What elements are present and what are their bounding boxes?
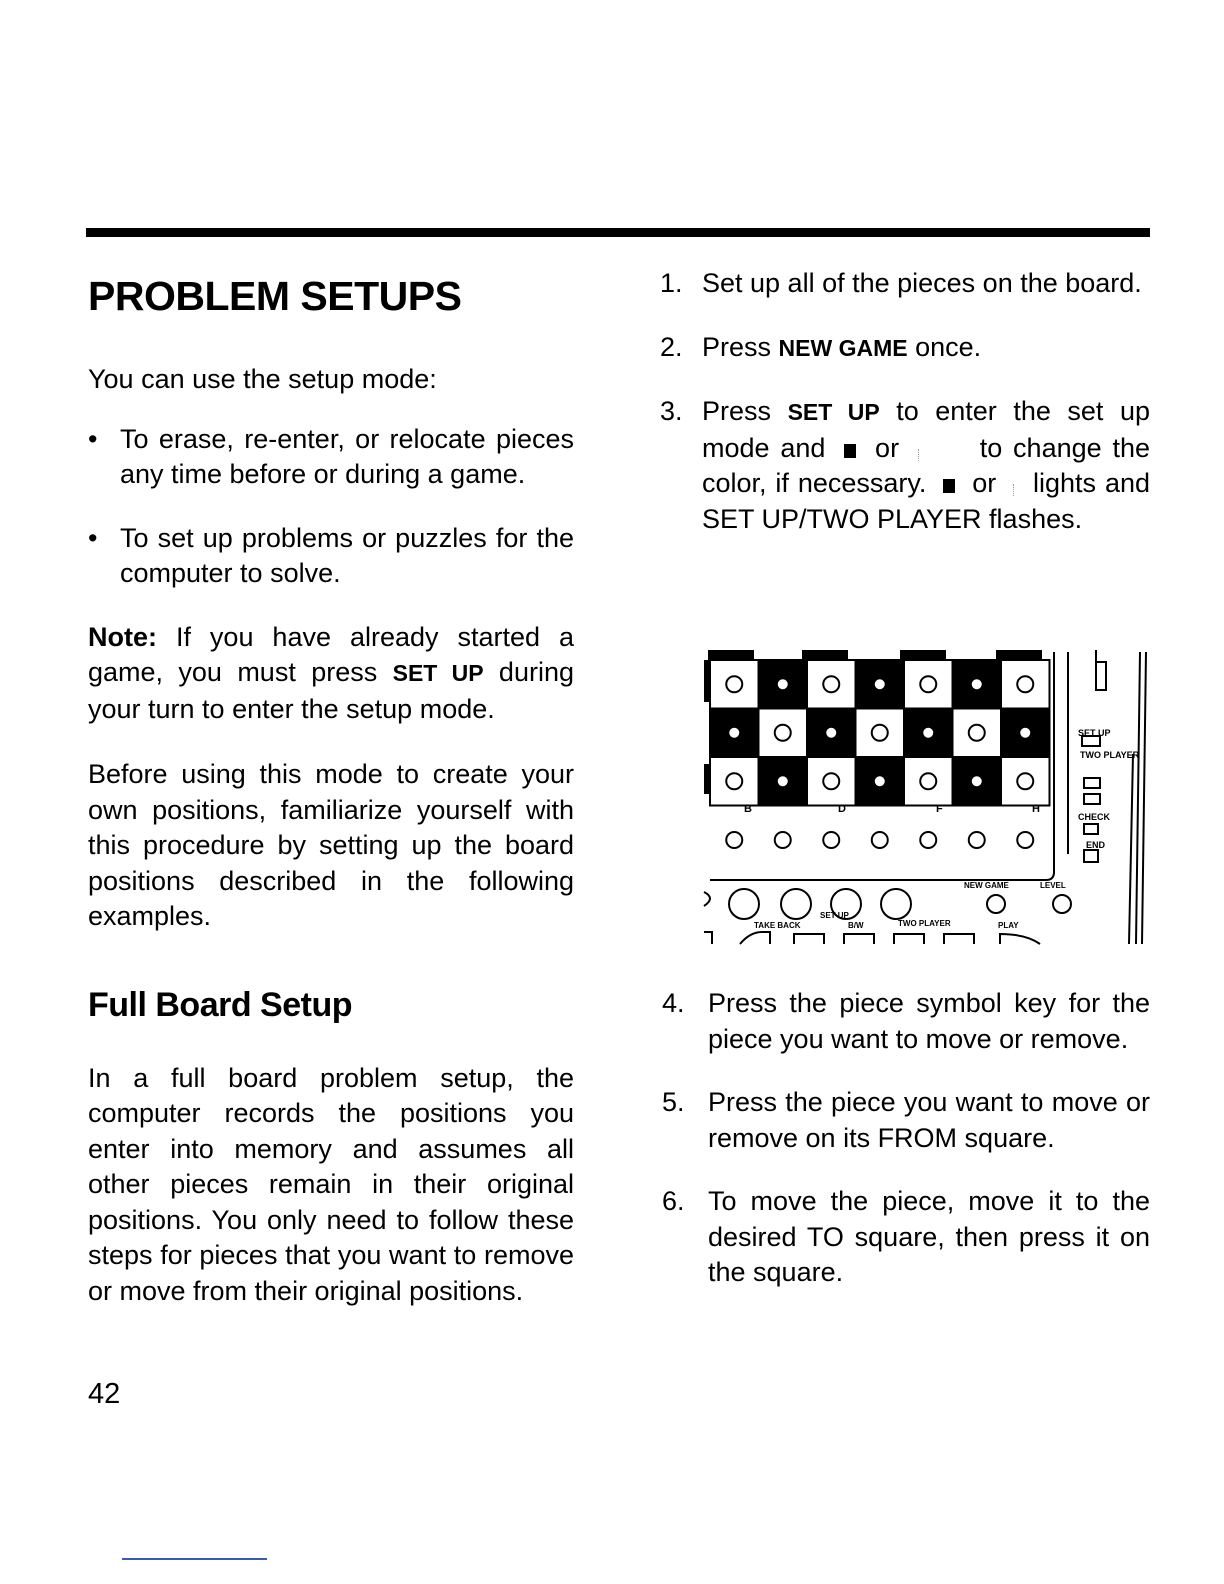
page-title: PROBLEM SETUPS bbox=[88, 273, 462, 319]
led-indicator bbox=[775, 832, 791, 848]
key-set-up: SET UP bbox=[787, 399, 880, 425]
key-setup: SET UP bbox=[392, 660, 484, 686]
black-square-icon bbox=[844, 444, 856, 458]
led-indicator bbox=[875, 776, 885, 786]
bottom-label: PLAY bbox=[998, 921, 1019, 930]
step-item: 5. Press the piece you want to move or remove on its FROM square. bbox=[662, 1087, 1150, 1153]
led-indicator bbox=[729, 728, 739, 738]
step-item: 2. Press NEW GAME once. bbox=[660, 331, 982, 362]
led-indicator bbox=[920, 832, 936, 848]
bottom-label: SET UP bbox=[820, 911, 849, 920]
white-square-icon bbox=[918, 449, 921, 461]
light-square bbox=[807, 757, 856, 806]
side-label: TWO PLAYER bbox=[1080, 750, 1140, 760]
bottom-label: TAKE BACK bbox=[754, 921, 801, 930]
control-buttons bbox=[704, 889, 1071, 944]
led-indicator bbox=[972, 776, 982, 786]
step-item: 6. To move the piece, move it to the desired TO square, then press it on the square. bbox=[662, 1186, 1150, 1287]
top-rule bbox=[86, 228, 1150, 237]
board-bottom-row bbox=[726, 832, 1033, 848]
light-square bbox=[807, 660, 856, 709]
led-indicator bbox=[875, 679, 885, 689]
file-label: D bbox=[838, 803, 846, 815]
white-square-icon bbox=[1013, 484, 1016, 496]
board-top-tabs bbox=[708, 650, 1042, 660]
top-label: LEVEL bbox=[1040, 881, 1066, 890]
led-indicator bbox=[726, 832, 742, 848]
led-indicator bbox=[1020, 728, 1030, 738]
led-indicator bbox=[972, 679, 982, 689]
left-column bbox=[88, 262, 574, 1309]
light-square bbox=[759, 709, 808, 758]
intro-text: You can use the setup mode: bbox=[88, 364, 437, 394]
bullet-icon: • bbox=[88, 423, 98, 454]
key-new-game: NEW GAME bbox=[778, 334, 908, 361]
note-paragraph: Note: If you have already started a game, you must press SET UP during your turn to enter the setup mode. bbox=[88, 621, 574, 724]
page-number: 42 bbox=[88, 1378, 121, 1410]
step-item: 1. Set up all of the pieces on the board. bbox=[660, 268, 1142, 298]
step-item: 4. Press the piece symbol key for the piece you want to move or remove. bbox=[662, 988, 1150, 1054]
light-square bbox=[904, 660, 953, 709]
light-square bbox=[1001, 757, 1050, 806]
light-square bbox=[953, 709, 1002, 758]
led-indicator bbox=[823, 832, 839, 848]
led-indicator bbox=[872, 832, 888, 848]
steps-list-bottom bbox=[662, 986, 1150, 1319]
led-indicator bbox=[778, 679, 788, 689]
side-label: SET UP bbox=[1078, 728, 1111, 738]
chess-computer-diagram bbox=[700, 644, 1160, 954]
side-label: CHECK bbox=[1078, 812, 1111, 822]
file-label: H bbox=[1032, 803, 1040, 815]
light-square bbox=[1001, 660, 1050, 709]
led-indicator bbox=[778, 776, 788, 786]
black-square-icon bbox=[943, 479, 955, 493]
side-label: END bbox=[1086, 840, 1106, 850]
board-grid bbox=[710, 660, 1050, 806]
led-indicator bbox=[969, 832, 985, 848]
step-item: 3. Press SET UP to enter the set up mode and or to change the color, if necessary. or lights and SET UP/TWO PLAYER flashes. bbox=[660, 396, 1150, 534]
bullet-icon: • bbox=[88, 522, 98, 553]
led-indicator bbox=[1017, 832, 1033, 848]
light-square bbox=[904, 757, 953, 806]
bullet-list bbox=[88, 422, 574, 592]
file-label: B bbox=[744, 803, 752, 815]
bottom-line bbox=[122, 1558, 267, 1560]
right-column bbox=[660, 266, 1150, 537]
steps-list-top bbox=[660, 266, 1150, 537]
note-label: Note: bbox=[88, 621, 157, 652]
light-square bbox=[710, 757, 759, 806]
top-label: NEW GAME bbox=[964, 881, 1009, 890]
led-indicator bbox=[826, 728, 836, 738]
bullet-item: • To erase, re-enter, or relocate pieces any time before or during a game. bbox=[88, 423, 574, 489]
led-indicator bbox=[923, 728, 933, 738]
section-heading: Full Board Setup bbox=[88, 985, 352, 1024]
light-square bbox=[710, 660, 759, 709]
bottom-label: B/W bbox=[848, 921, 864, 930]
light-square bbox=[856, 709, 905, 758]
before-paragraph: Before using this mode to create your own positions, familiarize yourself with this procedure by setting up the board positions described in the following examples. bbox=[88, 759, 574, 931]
full-board-paragraph: In a full board problem setup, the computer records the positions you enter into memory and assumes all other pieces remain in their original positions. You only need to follow these steps for pieces that you want to remove or move from their original positions. bbox=[88, 1062, 574, 1306]
bottom-label: TWO PLAYER bbox=[898, 919, 951, 928]
bullet-item: • To set up problems or puzzles for the computer to solve. bbox=[88, 522, 574, 588]
file-label: F bbox=[936, 803, 943, 815]
